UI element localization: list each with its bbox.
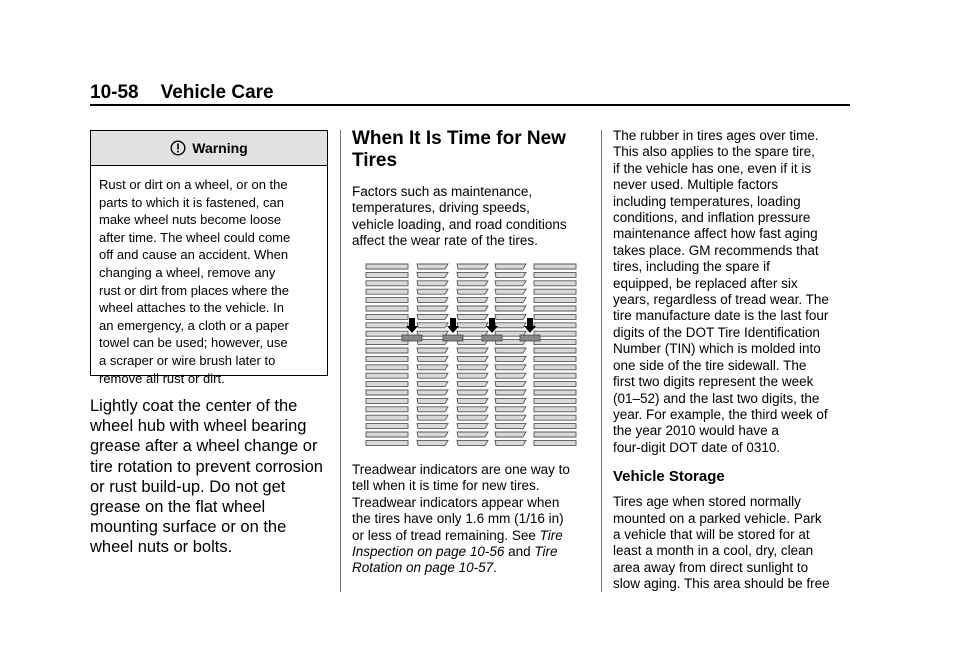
paragraph-line: tell when it is time for new tires. [352,478,540,494]
tire-rotation-link[interactable]: Rotation on page 10-57 [352,560,494,576]
paragraph-line: first two digits represent the week [613,374,814,390]
paragraph-line: mounted on a parked vehicle. Park [613,510,822,526]
paragraph-line: equipped, be replaced after six [613,275,798,291]
section-title: Vehicle Care [160,82,274,103]
section-heading [352,128,592,172]
header-rule [90,104,850,106]
paragraph-line: maintenance affect how fast aging [613,226,818,242]
paragraph-line: least a month in a cool, dry, clean [613,543,814,559]
paragraph-line [352,528,592,544]
paragraph-line: takes place. GM recommends that [613,242,819,258]
paragraph-line: (01–52) and the last two digits, the [613,390,820,406]
paragraph-line [352,544,592,560]
paragraph-line: This also applies to the spare tire, [613,144,815,160]
page-header [90,82,850,104]
paragraph-line: vehicle loading, and road conditions [352,216,567,232]
warning-line: changing a wheel, remove any [99,264,276,280]
paragraph-line: Tires age when stored normally [613,494,801,510]
warning-heading: Warning [192,140,248,156]
paragraph-line: conditions, and inflation pressure [613,210,811,226]
paragraph-line: slow aging. This area should be free [613,576,830,592]
paragraph-line: tires, including the spare if [613,259,770,275]
column-divider-2 [601,130,602,592]
vehicle-storage-heading: Vehicle Storage [613,468,725,486]
tire-inspection-link[interactable]: Inspection on page 10-56 [352,544,505,560]
paragraph-line: or rust build-up. Do not get [90,477,286,496]
warning-line: parts to which it is fastened, can [99,194,284,210]
heading-line: When It Is Time for New [352,128,566,149]
paragraph-line [352,560,592,576]
warning-line: wheel attaches to the vehicle. In [99,300,285,316]
column-divider-1 [340,130,341,592]
warning-box [90,130,328,386]
tire-inspection-link[interactable]: Tire [539,527,563,543]
paragraph-line: the tires have only 1.6 mm (1/16 in) [352,511,564,527]
warning-line: Rust or dirt on a wheel, or on the [99,177,288,192]
warning-line: a scraper or wire brush later to [99,352,276,368]
paragraph-line: tire rotation to prevent corrosion [90,457,323,476]
warning-line: off and cause an accident. When [99,247,289,263]
intro-paragraph [352,184,592,250]
text: and [504,544,535,560]
paragraph-line: digits of the DOT Tire Identification [613,324,820,340]
paragraph-line: wheel hub with wheel bearing [90,417,307,436]
warning-text [91,166,327,387]
paragraph-line: grease on the flat wheel [90,498,266,517]
paragraph-line: year. For example, the third week of [613,406,828,422]
treadwear-paragraph [352,462,592,577]
tire-aging-section [613,128,853,593]
treadwear-indicator-illustration [362,262,578,450]
paragraph-line: a vehicle that will be stored for at [613,526,810,542]
page-number: 10-58 [90,82,139,103]
paragraph-line: Number (TIN) which is molded into [613,341,821,357]
paragraph-line: Treadwear indicators are one way to [352,462,570,477]
wheel-hub-paragraph [90,396,340,558]
paragraph-line: Lightly coat the center of the [90,397,298,415]
paragraph-line: Treadwear indicators appear when [352,494,560,510]
tire-aging-paragraph [613,128,853,456]
paragraph-line: temperatures, driving speeds, [352,200,530,216]
warning-header [91,131,327,166]
warning-line: towel can be used; however, use [99,335,288,351]
time-for-new-tires-section [352,128,592,250]
tire-rotation-link[interactable]: Tire [534,544,558,560]
warning-line: after time. The wheel could come [99,229,291,245]
heading-line: Tires [352,150,398,171]
warning-line: remove all rust or dirt. [99,370,225,386]
paragraph-line: mounting surface or on the [90,518,287,537]
warning-circle-icon [170,140,186,156]
paragraph-line: if the vehicle has one, even if it is [613,160,812,176]
text: . [493,560,497,576]
warning-line: rust or dirt from places where the [99,282,290,298]
paragraph-line: including temperatures, loading [613,193,801,209]
paragraph-line: never used. Multiple factors [613,177,779,193]
warning-line: make wheel nuts become loose [99,212,282,228]
warning-line: an emergency, a cloth or a paper [99,317,289,333]
paragraph-line: four-digit DOT date of 0310. [613,439,781,455]
paragraph-line: wheel nuts or bolts. [90,538,233,557]
vehicle-storage-paragraph [613,494,853,592]
paragraph-line: the year 2010 would have a [613,423,779,439]
paragraph-line: tire manufacture date is the last four [613,308,829,324]
paragraph-line: years, regardless of tread wear. The [613,292,829,308]
text: or less of tread remaining. See [352,527,540,543]
paragraph-line: grease after a wheel change or [90,437,318,456]
paragraph-line: The rubber in tires ages over time. [613,128,819,143]
paragraph-line: area away from direct sunlight to [613,559,809,575]
paragraph-line: Factors such as maintenance, [352,184,533,199]
paragraph-line: affect the wear rate of the tires. [352,233,538,249]
paragraph-line: one side of the tire sidewall. The [613,357,807,373]
